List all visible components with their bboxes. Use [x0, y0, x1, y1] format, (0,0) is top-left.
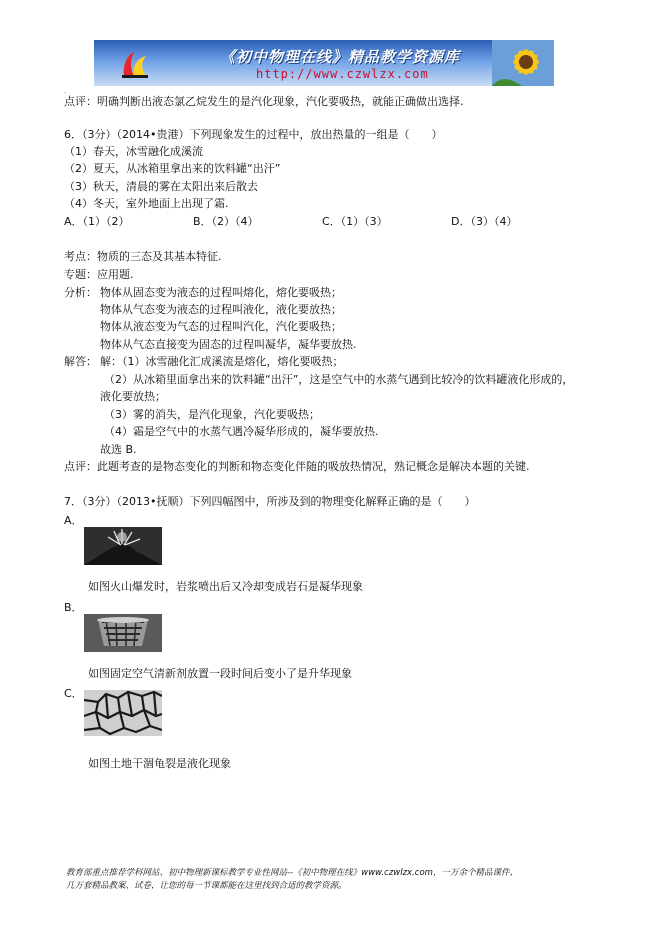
q6-option-c[interactable]: C．（1）（3） [322, 215, 388, 228]
q6-jieda-label: 解答： [64, 355, 97, 368]
q6-fenxi-label: 分析： [64, 286, 97, 299]
q7-option-b-caption: 如图固定空气清新剂放置一段时间后变小了是升华现象 [88, 667, 352, 680]
q6-option-a[interactable]: A．（1）（2） [64, 215, 130, 228]
q6-jieda-line: 解：（1）冰雪融化汇成溪流是熔化，熔化要吸热； [100, 355, 344, 368]
q6-item: （1）春天，冰雪融化成溪流 [64, 145, 203, 158]
q6-dianping: 点评：此题考查的是物态变化的判断和物态变化伴随的吸放热情况，熟记概念是解决本题的关键. [64, 460, 530, 473]
q6-jieda-line: （4）霜是空气中的水蒸气遇冷凝华形成的，凝华要放热. [104, 425, 379, 438]
q7-option-a-caption: 如图火山爆发时，岩浆喷出后又冷却变成岩石是凝华现象 [88, 580, 363, 593]
q6-fenxi-line: 物体从液态变为气态的过程叫汽化，汽化要吸热； [100, 320, 342, 333]
q7-option-a-label[interactable]: A． [64, 514, 83, 527]
q6-option-b[interactable]: B．（2）（4） [193, 215, 259, 228]
q6-kaodian: 考点：物质的三态及其基本特征. [64, 250, 222, 263]
air-freshener-image [84, 614, 162, 652]
cracked-land-image [84, 690, 162, 736]
prev-comment: 点评：明确判断出液态氯乙烷发生的是汽化现象，汽化要吸热，就能正确做出选择. [64, 95, 464, 108]
header-banner [94, 40, 554, 86]
q6-item: （3）秋天，清晨的雾在太阳出来后散去 [64, 180, 258, 193]
header-dot: . [64, 87, 67, 95]
q6-jieda-line: （2）从冰箱里面拿出来的饮料罐“出汗”，这是空气中的水蒸气遇到比较冷的饮料罐液化形成的， [104, 373, 574, 386]
q6-zhuanti: 专题：应用题. [64, 268, 134, 281]
q6-item: （2）夏天，从冰箱里拿出来的饮料罐“出汗” [64, 162, 281, 175]
q6-fenxi-line: 物体从气态变为液态的过程叫液化，液化要放热； [100, 303, 342, 316]
q6-option-d[interactable]: D．（3）（4） [451, 215, 518, 228]
q7-option-c-label[interactable]: C． [64, 687, 83, 700]
q7-option-b-label[interactable]: B． [64, 601, 83, 614]
q6-jieda-answer: 故选 B. [100, 443, 137, 456]
site-logo-icon [120, 48, 150, 80]
sunflower-icon [492, 40, 554, 86]
q6-jieda-line: 液化要放热； [100, 390, 166, 403]
q7-option-c-caption: 如图土地干涸龟裂是液化现象 [88, 757, 231, 770]
q6-item: （4）冬天，室外地面上出现了霜. [64, 197, 229, 210]
q6-jieda-line: （3）雾的消失，是汽化现象，汽化要吸热； [104, 408, 320, 421]
header-url[interactable]: http://www.czwlzx.com [256, 67, 429, 81]
header-title: 《初中物理在线》精品教学资源库 [220, 48, 461, 66]
q7-stem: 7．（3分）（2013•抚顺）下列四幅图中，所涉及到的物理变化解释正确的是（ ） [64, 495, 476, 508]
volcano-image [84, 527, 162, 565]
q6-fenxi-line: 物体从气态直接变为固态的过程叫凝华，凝华要放热. [100, 338, 357, 351]
q6-stem: 6．（3分）（2014•贵港）下列现象发生的过程中，放出热量的一组是（ ） [64, 128, 443, 141]
footer-line: 几万套精品教案、试卷，让您的每一节课都能在这里找到合适的教学资源。 [66, 881, 347, 891]
q6-fenxi-line: 物体从固态变为液态的过程叫熔化，熔化要吸热； [100, 286, 342, 299]
footer-line: 教育部重点推荐学科网站、初中物理新课标教学专业性网站--《初中物理在线》www.czwlzx.com，一万余个精品课件、 [66, 868, 518, 878]
